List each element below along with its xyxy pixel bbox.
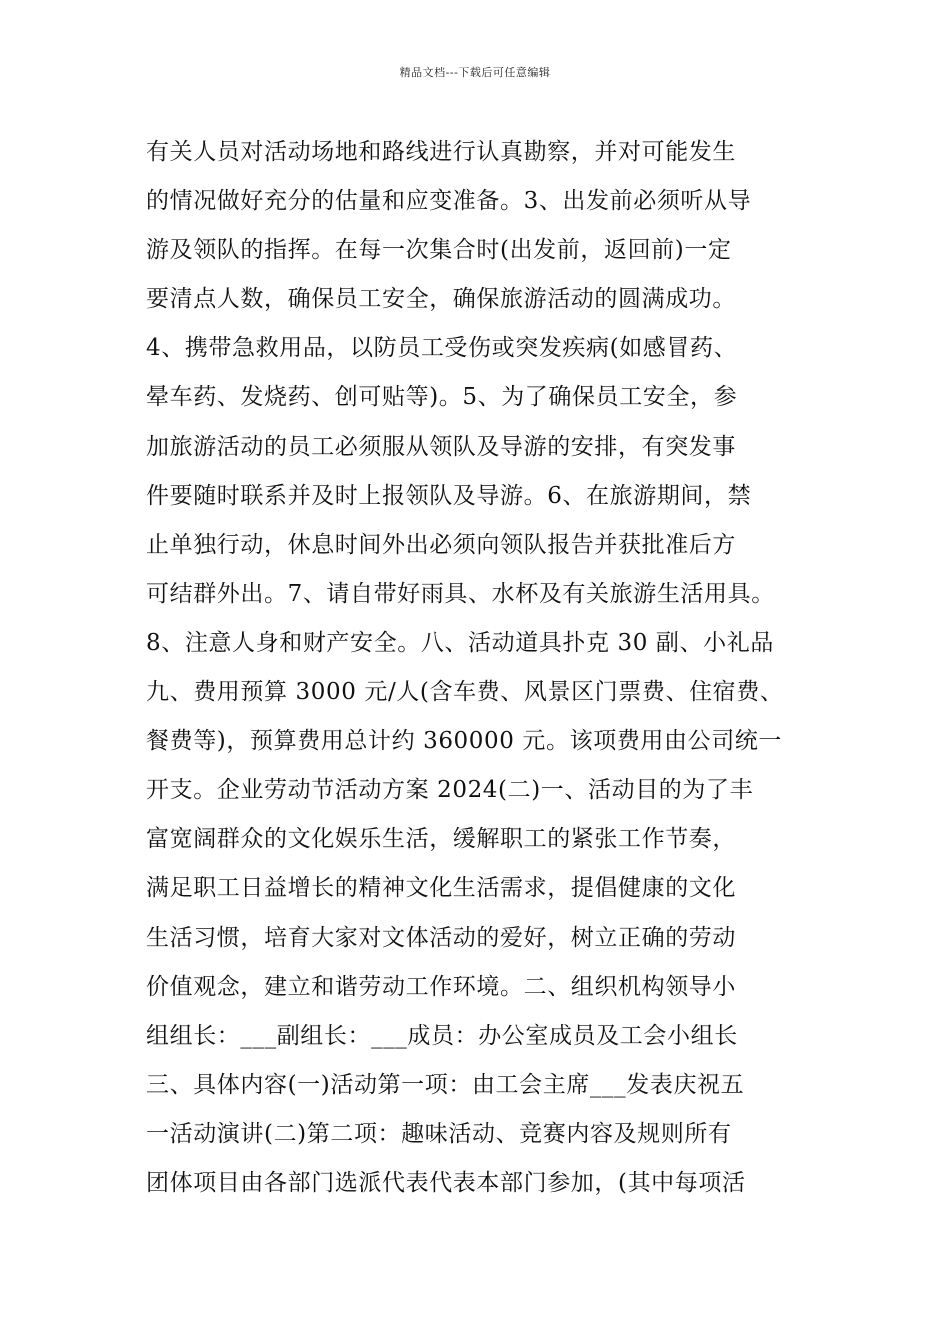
text-line: 可结群外出。7、请自带好雨具、水杯及有关旅游生活用具。: [146, 580, 775, 607]
text-line: 加旅游活动的员工必须服从领队及导游的安排，有突发事: [146, 433, 736, 460]
text-line: 一活动演讲(二)第二项：趣味活动、竞赛内容及规则所有: [146, 1120, 732, 1147]
text-line: 的情况做好充分的估量和应变准备。3、出发前必须听从导: [146, 188, 752, 215]
text-line: 九、费用预算 3000 元/人(含车费、风景区门票费、住宿费、: [146, 679, 784, 706]
text-line: 有关人员对活动场地和路线进行认真勘察，并对可能发生: [146, 139, 736, 165]
text-line: 生活习惯，培育大家对文体活动的爱好，树立正确的劳动: [146, 924, 736, 951]
text-line: 满足职工日益增长的精神文化生活需求，提倡健康的文化: [146, 875, 736, 902]
text-line: 4、携带急救用品，以防员工受伤或突发疾病(如感冒药、: [146, 335, 738, 362]
text-line: 要清点人数，确保员工安全，确保旅游活动的圆满成功。: [146, 286, 736, 313]
text-line: 餐费等)，预算费用总计约 360000 元。该项费用由公司统一: [146, 728, 782, 755]
text-line: 组组长：___副组长：___成员：办公室成员及工会小组长: [146, 1022, 738, 1049]
text-line: 开支。企业劳动节活动方案 2024(二)一、活动目的为了丰: [146, 777, 754, 804]
page-header: 精品文档---下载后可任意编辑: [399, 66, 551, 79]
document-body: [146, 128, 826, 1208]
text-line: 游及领队的指挥。在每一次集合时(出发前，返回前)一定: [146, 237, 732, 264]
text-line: 三、具体内容(一)活动第一项：由工会主席___发表庆祝五: [146, 1071, 745, 1098]
text-line: 富宽阔群众的文化娱乐生活，缓解职工的紧张工作节奏，: [146, 826, 736, 853]
text-line: 止单独行动，休息时间外出必须向领队报告并获批准后方: [146, 531, 736, 558]
text-line: 价值观念，建立和谐劳动工作环境。二、组织机构领导小: [146, 973, 736, 1000]
text-line: 晕车药、发烧药、创可贴等)。5、为了确保员工安全，参: [146, 384, 738, 411]
text-line: 8、注意人身和财产安全。八、活动道具扑克 30 副、小礼品: [146, 629, 774, 656]
text-line: 团体项目由各部门选派代表代表本部门参加，(其中每项活: [146, 1169, 746, 1196]
text-line: 件要随时联系并及时上报领队及导游。6、在旅游期间，禁: [146, 482, 752, 509]
